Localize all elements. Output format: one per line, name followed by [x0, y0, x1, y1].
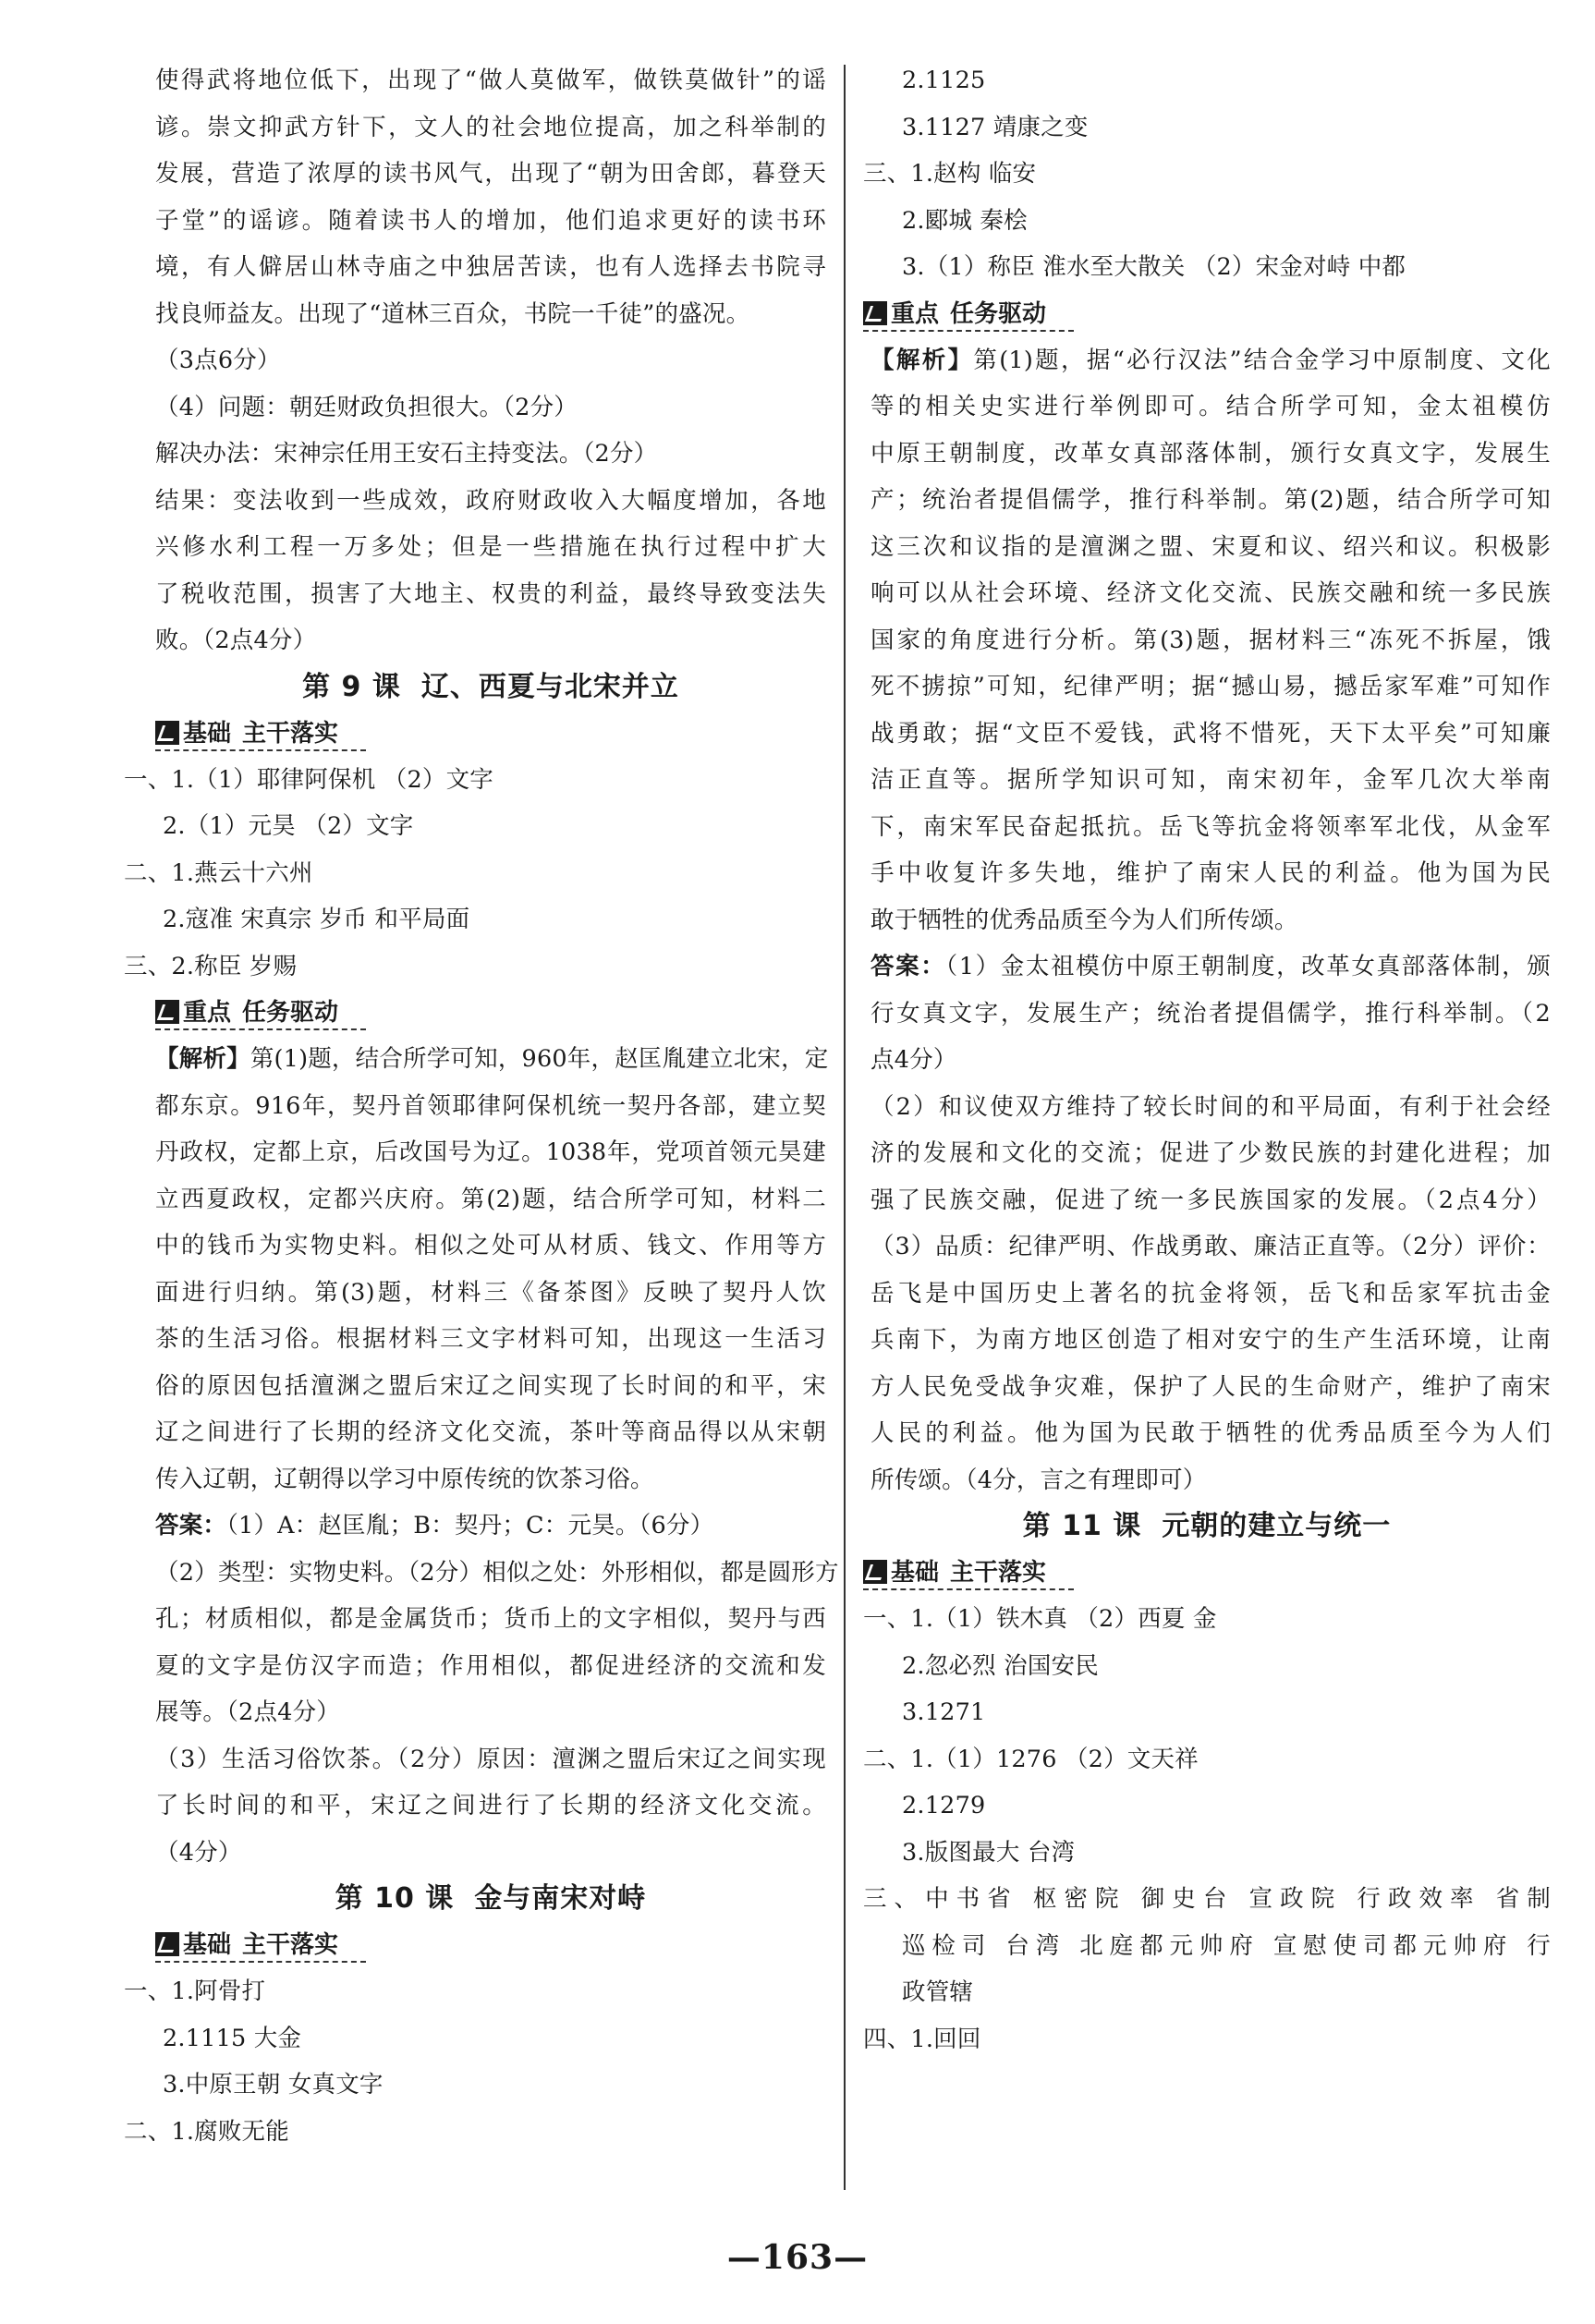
- analysis-line: 中的钱币为实物史料。相似之处可从材质、钱文、作用等方: [155, 1232, 826, 1259]
- text-line: 谚。崇文抑武方针下，文人的社会地位提高，加之科举制的: [155, 113, 826, 141]
- analysis-line: 这三次和议指的是澶渊之盟、宋夏和议、绍兴和议。积极影: [871, 532, 1551, 561]
- arrow-icon: [155, 721, 179, 745]
- analysis-line: 战勇敢；据“文臣不爱钱，武将不惜死，天下太平矣”可知廉: [871, 719, 1551, 748]
- answer-line: 一、1.（1）耶律阿保机 （2）文字: [124, 765, 493, 794]
- answer-line: 二、1.燕云十六州: [124, 858, 313, 887]
- answer-line: （4分）: [155, 1838, 242, 1867]
- text-line: 境，有人僻居山林寺庙之中独居苦读，也有人选择去书院寻: [155, 253, 826, 281]
- answer-line: 夏的文字是仿汉字而造；作用相似，都促进经济的交流和发: [155, 1651, 826, 1680]
- analysis-line: 下，南宋军民奋起抵抗。岳飞等抗金将领率军北伐，从金军: [871, 812, 1551, 841]
- arrow-icon: [155, 1000, 179, 1024]
- answer-line: （3）生活习俗饮茶。（2分）原因：澶渊之盟后宋辽之间实现: [155, 1745, 826, 1773]
- answer-line: 答案：（1）A：赵匡胤；B：契丹；C：元昊。（6分）: [155, 1512, 714, 1539]
- answer-line: 2.（1）元昊 （2）文字: [163, 812, 414, 840]
- text-line: （3点6分）: [155, 347, 281, 374]
- text-line: 败。（2点4分）: [155, 627, 317, 654]
- arrow-icon: [155, 1932, 179, 1956]
- answer-line: 一、1.阿骨打: [124, 1977, 266, 2005]
- analysis-line: 手中收复许多失地，维护了南宋人民的利益。他为国为民: [871, 859, 1551, 887]
- answer-line: （2）类型：实物史料。（2分）相似之处：外形相似，都是圆形方: [155, 1558, 839, 1587]
- analysis-line: 辽之间进行了长期的经济文化交流，茶叶等商品得以从宋朝: [155, 1418, 826, 1446]
- answer-line: 二、1.腐败无能: [124, 2117, 289, 2146]
- section-header-basic: 基础 主干落实: [155, 1922, 826, 1968]
- answer-line: 3.（1）称臣 淮水至大散关 （2）宋金对峙 中都: [902, 253, 1406, 281]
- section-header-key: 重点 任务驱动: [155, 990, 826, 1036]
- analysis-line: 敢于牺牲的优秀品质至今为人们所传颂。: [871, 906, 1298, 934]
- analysis-line: 洁正直等。据所学知识可知，南宋初年，金军几次大举南: [871, 766, 1551, 794]
- answer-line: 了长时间的和平，宋辽之间进行了长期的经济文化交流。: [155, 1792, 826, 1819]
- answer-line: 3.1127 靖康之变: [902, 113, 1089, 141]
- answer-line: 三、2.称臣 岁赐: [124, 952, 298, 980]
- answer-line: 巡检司 台湾 北庭都元帅府 宣慰使司都元帅府 行: [902, 1931, 1551, 1960]
- answer-line: 孔；材质相似，都是金属货币；货币上的文字相似，契丹与西: [155, 1605, 826, 1633]
- text-line: 了税收范围，损害了大地主、权贵的利益，最终导致变法失: [155, 579, 826, 608]
- analysis-line: 产；统治者提倡儒学，推行科举制。第(2)题，结合所学可知: [871, 486, 1551, 514]
- analysis-line: 俗的原因包括澶渊之盟后宋辽之间实现了长时间的和平，宋: [155, 1371, 826, 1400]
- analysis-line: 都东京。916年，契丹首领耶律阿保机统一契丹各部，建立契: [155, 1091, 826, 1120]
- analysis-line: 面进行归纳。第(3)题，材料三《备茶图》反映了契丹人饮: [155, 1278, 826, 1307]
- answer-line: 三、1.赵构 临安: [863, 160, 1037, 188]
- analysis-line: 立西夏政权，定都兴庆府。第(2)题，结合所学可知，材料二: [155, 1185, 826, 1213]
- answer-line: （3）品质：纪律严明、作战勇敢、廉洁正直等。（2分）评价：: [871, 1233, 1551, 1260]
- answer-line: 2.1279: [902, 1792, 986, 1819]
- text-line: 子堂”的谣谚。随着读书人的增加，他们追求更好的读书环: [155, 206, 826, 235]
- lesson-title: 第 10 课 金与南宋对峙: [335, 1882, 647, 1915]
- analysis-line: 【解析】第(1)题，据“必行汉法”结合金学习中原制度、文化: [871, 346, 1551, 374]
- section-header-basic: 基础 主干落实: [863, 1550, 1551, 1596]
- text-line: 结果：变法收到一些成效，政府财政收入大幅度增加，各地: [155, 486, 826, 515]
- answer-line: 兵南下，为南方地区创造了相对安宁的生产生活环境，让南: [871, 1326, 1551, 1354]
- column-divider: [844, 65, 846, 2190]
- answer-line: 所传颂。（4分，言之有理即可）: [871, 1466, 1207, 1494]
- answer-line: 人民的利益。他为国为民敢于牺牲的优秀品质至今为人们: [871, 1419, 1551, 1447]
- answer-line: 行女真文字，发展生产；统治者提倡儒学，推行科举制。（2: [871, 999, 1551, 1028]
- answer-line: 答案：（1）金太祖模仿中原王朝制度，改革女真部落体制，颁: [871, 953, 1551, 980]
- answer-line: 点4分）: [871, 1046, 957, 1074]
- arrow-icon: [863, 301, 887, 325]
- answer-line: 岳飞是中国历史上著名的抗金将领，岳飞和岳家军抗击金: [871, 1279, 1551, 1308]
- arrow-icon: [863, 1560, 887, 1584]
- analysis-line: 国家的角度进行分析。第(3)题，据材料三“冻死不拆屋，饿: [871, 626, 1551, 654]
- answer-line: 三、中书省 枢密院 御史台 宣政院 行政效率 省制: [863, 1885, 1551, 1913]
- answer-line: 3.1271: [902, 1698, 986, 1726]
- answer-line: 四、1.回回: [863, 2025, 981, 2053]
- answer-line: 3.中原王朝 女真文字: [163, 2071, 384, 2099]
- analysis-line: 【解析】第(1)题，结合所学可知，960年，赵匡胤建立北宋，定: [155, 1045, 829, 1073]
- answer-line: 济的发展和文化的交流；促进了少数民族的封建化进程；加: [871, 1139, 1551, 1167]
- answer-line: 二、1.（1）1276 （2）文天祥: [863, 1745, 1199, 1773]
- analysis-line: 等的相关史实进行举例即可。结合所学可知，金太祖模仿: [871, 393, 1551, 420]
- text-line: 发展，营造了浓厚的读书风气，出现了“朝为田舍郎，暮登天: [155, 160, 826, 188]
- answer-line: 3.版图最大 台湾: [902, 1838, 1076, 1867]
- page-number: —163—: [726, 2238, 869, 2277]
- analysis-line: 丹政权，定都上京，后改国号为辽。1038年，党项首领元昊建: [155, 1138, 826, 1166]
- lesson-title: 第 11 课 元朝的建立与统一: [1022, 1510, 1392, 1542]
- answer-line: 方人民免受战争灾难，保护了人民的生命财产，维护了南宋: [871, 1372, 1551, 1401]
- text-line: 兴修水利工程一万多处；但是一些措施在执行过程中扩大: [155, 533, 826, 561]
- answer-line: 政管辖: [902, 1978, 974, 2006]
- section-header-key: 重点 任务驱动: [863, 291, 1551, 337]
- answer-line: （2）和议使双方维持了较长时间的和平局面，有利于社会经: [871, 1092, 1551, 1121]
- right-column: [863, 57, 1551, 2062]
- answer-line: 展等。（2点4分）: [155, 1698, 340, 1726]
- lesson-title: 第 9 课 辽、西夏与北宋并立: [302, 670, 679, 703]
- answer-line: 一、1.（1）铁木真 （2）西夏 金: [863, 1605, 1217, 1633]
- answer-line: 2.1125: [902, 67, 986, 94]
- analysis-line: 传入辽朝，辽朝得以学习中原传统的饮茶习俗。: [155, 1465, 654, 1493]
- analysis-line: 中原王朝制度，改革女真部落体制，颁行女真文字，发展生: [871, 439, 1551, 468]
- answer-line: 强了民族交融，促进了统一多民族国家的发展。（2点4分）: [871, 1186, 1551, 1214]
- text-line: 找良师益友。出现了“道林三百众，书院一千徒”的盛况。: [155, 299, 750, 328]
- text-line: 使得武将地位低下，出现了“做人莫做军，做铁莫做针”的谣: [155, 67, 826, 94]
- answer-line: 2.忽必烈 治国安民: [902, 1651, 1099, 1680]
- left-column: [124, 57, 839, 2155]
- analysis-line: 茶的生活习俗。根据材料三文字材料可知，出现这一生活习: [155, 1325, 826, 1353]
- analysis-line: 死不掳掠”可知，纪律严明；据“撼山易，撼岳家军难”可知作: [871, 673, 1551, 700]
- answer-line: 2.寇准 宋真宗 岁币 和平局面: [163, 906, 470, 933]
- answer-line: 2.郾城 秦桧: [902, 206, 1028, 235]
- text-line: 解决办法：宋神宗任用王安石主持变法。（2分）: [155, 440, 658, 468]
- analysis-line: 响可以从社会环境、经济文化交流、民族交融和统一多民族: [871, 579, 1551, 607]
- section-header-basic: 基础 主干落实: [155, 711, 826, 757]
- answer-line: 2.1115 大金: [163, 2024, 302, 2052]
- text-line: （4）问题：朝廷财政负担很大。（2分）: [155, 393, 578, 421]
